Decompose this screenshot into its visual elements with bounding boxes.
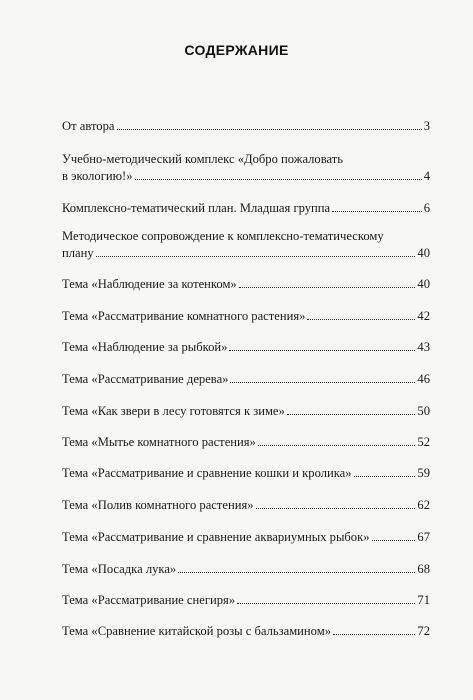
toc-entry-page: 72 xyxy=(417,624,430,638)
dot-leader xyxy=(96,256,416,257)
toc-entry-page: 50 xyxy=(417,404,430,418)
toc-entry xyxy=(62,403,430,420)
toc-entry xyxy=(62,151,430,185)
toc-entry-title: Комплексно-тематический план. Младшая группа xyxy=(62,201,331,215)
toc-entry-title: Тема «Полив комнатного растения» xyxy=(62,498,254,512)
toc-entry-page: 46 xyxy=(417,372,430,386)
toc-entry xyxy=(62,118,430,135)
toc-entry-page: 59 xyxy=(417,466,430,480)
toc-entry xyxy=(62,371,430,388)
dot-leader xyxy=(178,572,415,573)
toc-entry-page: 3 xyxy=(423,119,430,133)
dot-leader xyxy=(239,287,416,288)
toc-entry xyxy=(62,276,430,293)
toc-entry-title-line: в экологию!» xyxy=(62,169,133,183)
dot-leader xyxy=(256,508,416,509)
toc-entry-page: 4 xyxy=(423,169,430,183)
toc-entry-title-line: Учебно-методический комплекс «Добро пожаловать xyxy=(62,152,344,166)
toc-entry xyxy=(62,228,430,262)
dot-leader xyxy=(372,540,416,541)
toc-entry-title: Тема «Наблюдение за рыбкой» xyxy=(62,340,228,354)
toc-entry-title: Тема «Наблюдение за котенком» xyxy=(62,277,237,291)
dot-leader xyxy=(135,179,422,180)
toc-entry-title: Тема «Рассматривание снегиря» xyxy=(62,593,236,607)
toc-entry-title: Тема «Рассматривание и сравнение кошки и кролика» xyxy=(62,466,352,480)
toc-entry-title: Тема «Посадка лука» xyxy=(62,562,177,576)
dot-leader xyxy=(230,382,415,383)
toc-entry-page: 40 xyxy=(417,246,430,260)
toc-entry-page: 42 xyxy=(417,309,430,323)
toc-entry-title: Тема «Как звери в лесу готовятся к зиме» xyxy=(62,404,285,418)
toc-entry-page: 52 xyxy=(417,435,430,449)
toc-entry xyxy=(62,200,430,217)
dot-leader xyxy=(354,476,416,477)
dot-leader xyxy=(229,350,415,351)
toc-entry xyxy=(62,497,430,514)
toc-entry-title-line: Методическое сопровождение к комплексно-тематическому xyxy=(62,229,384,243)
toc-entry xyxy=(62,529,430,546)
dot-leader xyxy=(237,603,415,604)
dot-leader xyxy=(117,129,422,130)
toc-entry-title: Тема «Рассматривание и сравнение аквариумных рыбок» xyxy=(62,530,370,544)
contents-title: СОДЕРЖАНИЕ xyxy=(184,42,289,58)
toc-entry-title: Тема «Мытье комнатного растения» xyxy=(62,435,256,449)
dot-leader xyxy=(307,319,415,320)
toc-entry-title: Тема «Рассматривание комнатного растения» xyxy=(62,309,306,323)
toc-entry xyxy=(62,561,430,578)
toc-entry-page: 71 xyxy=(417,593,430,607)
toc-entry-title-line: плану xyxy=(62,246,94,260)
toc-entry-page: 43 xyxy=(417,340,430,354)
toc-entry-page: 6 xyxy=(423,201,430,215)
toc-entry-title: Тема «Сравнение китайской розы с бальзамином» xyxy=(62,624,331,638)
toc-entry-page: 68 xyxy=(417,562,430,576)
toc-entry-title: От автора xyxy=(62,119,115,133)
dot-leader xyxy=(287,414,416,415)
toc-entry xyxy=(62,592,430,609)
dot-leader xyxy=(333,634,415,635)
toc-entry-title: Тема «Рассматривание дерева» xyxy=(62,372,229,386)
dot-leader xyxy=(258,445,416,446)
toc-entry xyxy=(62,623,430,640)
toc-entry-page: 62 xyxy=(417,498,430,512)
toc-entry-page: 67 xyxy=(417,530,430,544)
toc-entry xyxy=(62,308,430,325)
toc-entry xyxy=(62,434,430,451)
toc-entry xyxy=(62,339,430,356)
toc-entry xyxy=(62,465,430,482)
dot-leader xyxy=(332,211,422,212)
toc-entry-page: 40 xyxy=(417,277,430,291)
